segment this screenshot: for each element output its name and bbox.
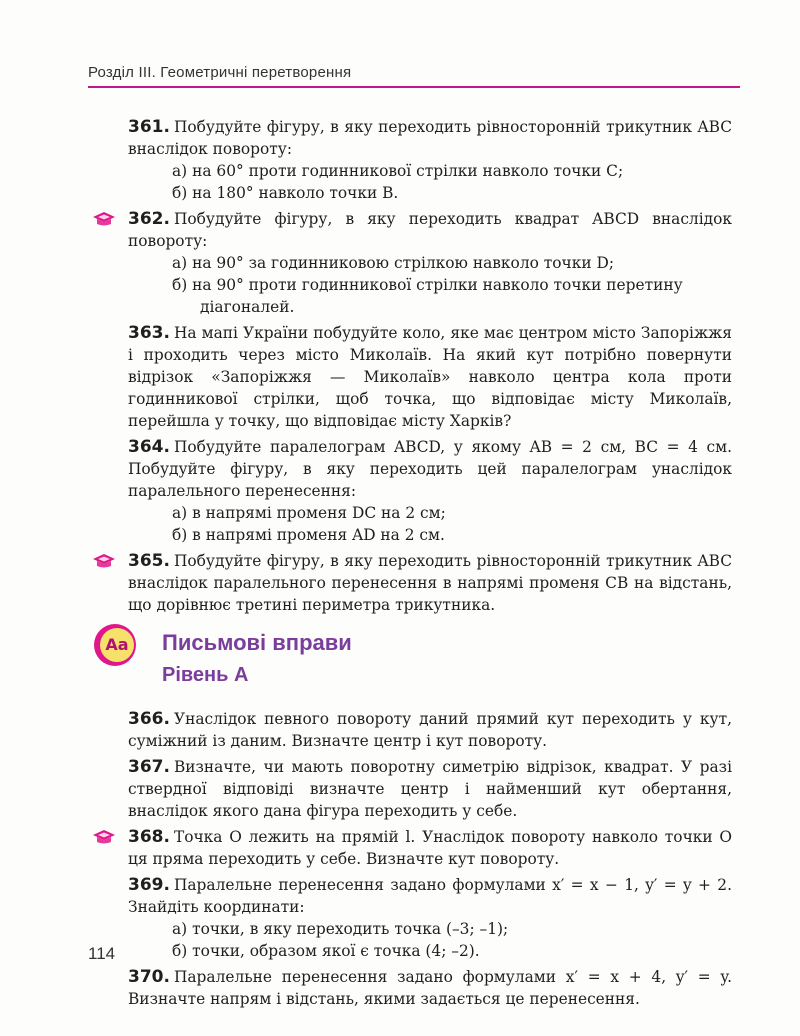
exercise-366: [128, 708, 732, 752]
exercise-text: Побудуйте фігуру, в яку переходить рівносторонній трикутник ABC внаслідок паралельного перенесення в напрямі променя CB на відстань, що дорівнює третині периметра трикутника.: [128, 552, 732, 614]
exercise-item: а) на 60° проти годинникової стрілки навколо точки C;: [172, 162, 624, 180]
exercise-item: б) точки, образом якої є точка (4; –2).: [172, 942, 480, 960]
page-number: 114: [88, 944, 116, 963]
exercise-number: 364.: [128, 437, 170, 457]
exercise-number: 365.: [128, 551, 170, 571]
exercise-text: Паралельне перенесення задано формулами x′ = x − 1, y′ = y + 2. Знайдіть координати:: [128, 876, 732, 916]
exercise-item: б) на 90° проти годинникової стрілки навколо точки перетину: [172, 276, 683, 294]
exercise-item: б) в напрямі променя AD на 2 см.: [172, 526, 445, 544]
exercise-number: 367.: [128, 757, 170, 777]
exercise-number: 362.: [128, 209, 170, 229]
section-title: Письмові вправи: [162, 630, 352, 655]
exercise-number: 370.: [128, 967, 170, 987]
exercise-text: Побудуйте фігуру, в яку переходить рівносторонній трикутник ABC внаслідок повороту:: [128, 118, 732, 158]
exercise-text: Точка O лежить на прямій l. Унаслідок повороту навколо точки O ця пряма переходить у себе. Визначте кут повороту.: [128, 828, 732, 868]
exercise-text: Побудуйте паралелограм ABCD, у якому AB = 2 см, BC = 4 см. Побудуйте фігуру, в яку переходить цей паралелограм унаслідок паралельного перенесення:: [128, 438, 732, 500]
exercise-364: [128, 436, 732, 546]
page-body: [105, 116, 732, 1010]
exercise-number: 366.: [128, 709, 170, 729]
section-badge: [94, 624, 136, 666]
exercise-363: [128, 322, 732, 432]
exercise-362: [128, 208, 732, 318]
exercise-text: Побудуйте фігуру, в яку переходить квадрат ABCD внаслідок повороту:: [128, 210, 732, 250]
header-rule: [88, 86, 740, 88]
section-level: Рівень А: [162, 664, 249, 686]
exercise-number: 363.: [128, 323, 170, 343]
exercise-367: [128, 756, 732, 822]
exercise-361: [128, 116, 732, 204]
graduation-cap-icon: [92, 553, 116, 569]
running-header: Розділ III. Геометричні перетворення: [88, 64, 352, 81]
graduation-cap-icon: [92, 211, 116, 227]
exercise-370: [128, 966, 732, 1010]
section-heading: [105, 624, 732, 708]
exercise-number: 368.: [128, 827, 170, 847]
exercise-text: Унаслідок певного повороту даний прямий кут переходить у кут, суміжний із даним. Визначте центр і кут повороту.: [128, 710, 732, 750]
graduation-cap-icon: [92, 829, 116, 845]
exercise-item: а) на 90° за годинниковою стрілкою навколо точки D;: [172, 254, 615, 272]
exercise-number: 361.: [128, 117, 170, 137]
exercise-item: а) в напрямі променя DC на 2 см;: [172, 504, 446, 522]
exercise-text: Паралельне перенесення задано формулами x′ = x + 4, y′ = y. Визначте напрям і відстань, якими задається це перенесення.: [128, 968, 732, 1008]
exercise-text: На мапі України побудуйте коло, яке має центром місто Запоріжжя і проходить через місто Миколаїв. На який кут потрібно повернути відрізок «Запоріжжя — Миколаїв» навколо центра кола проти годинникової стрілки, щоб точка, що відповідає місту Миколаїв, перейшла у точку, що відповідає місту Харків?: [128, 324, 732, 430]
exercise-text: Визначте, чи мають поворотну симетрію відрізок, квадрат. У разі ствердної відповіді визначте центр і найменший кут обертання, внаслідок якого дана фігура переходить у себе.: [128, 758, 732, 820]
exercise-number: 369.: [128, 875, 170, 895]
exercise-item: б) на 180° навколо точки B.: [172, 184, 399, 202]
exercise-365: [128, 550, 732, 616]
exercise-item: діагоналей.: [200, 298, 295, 316]
exercise-368: [128, 826, 732, 870]
exercise-369: [128, 874, 732, 962]
section-badge-label: Aa: [100, 628, 134, 662]
exercise-item: а) точки, в яку переходить точка (–3; –1);: [172, 920, 509, 938]
